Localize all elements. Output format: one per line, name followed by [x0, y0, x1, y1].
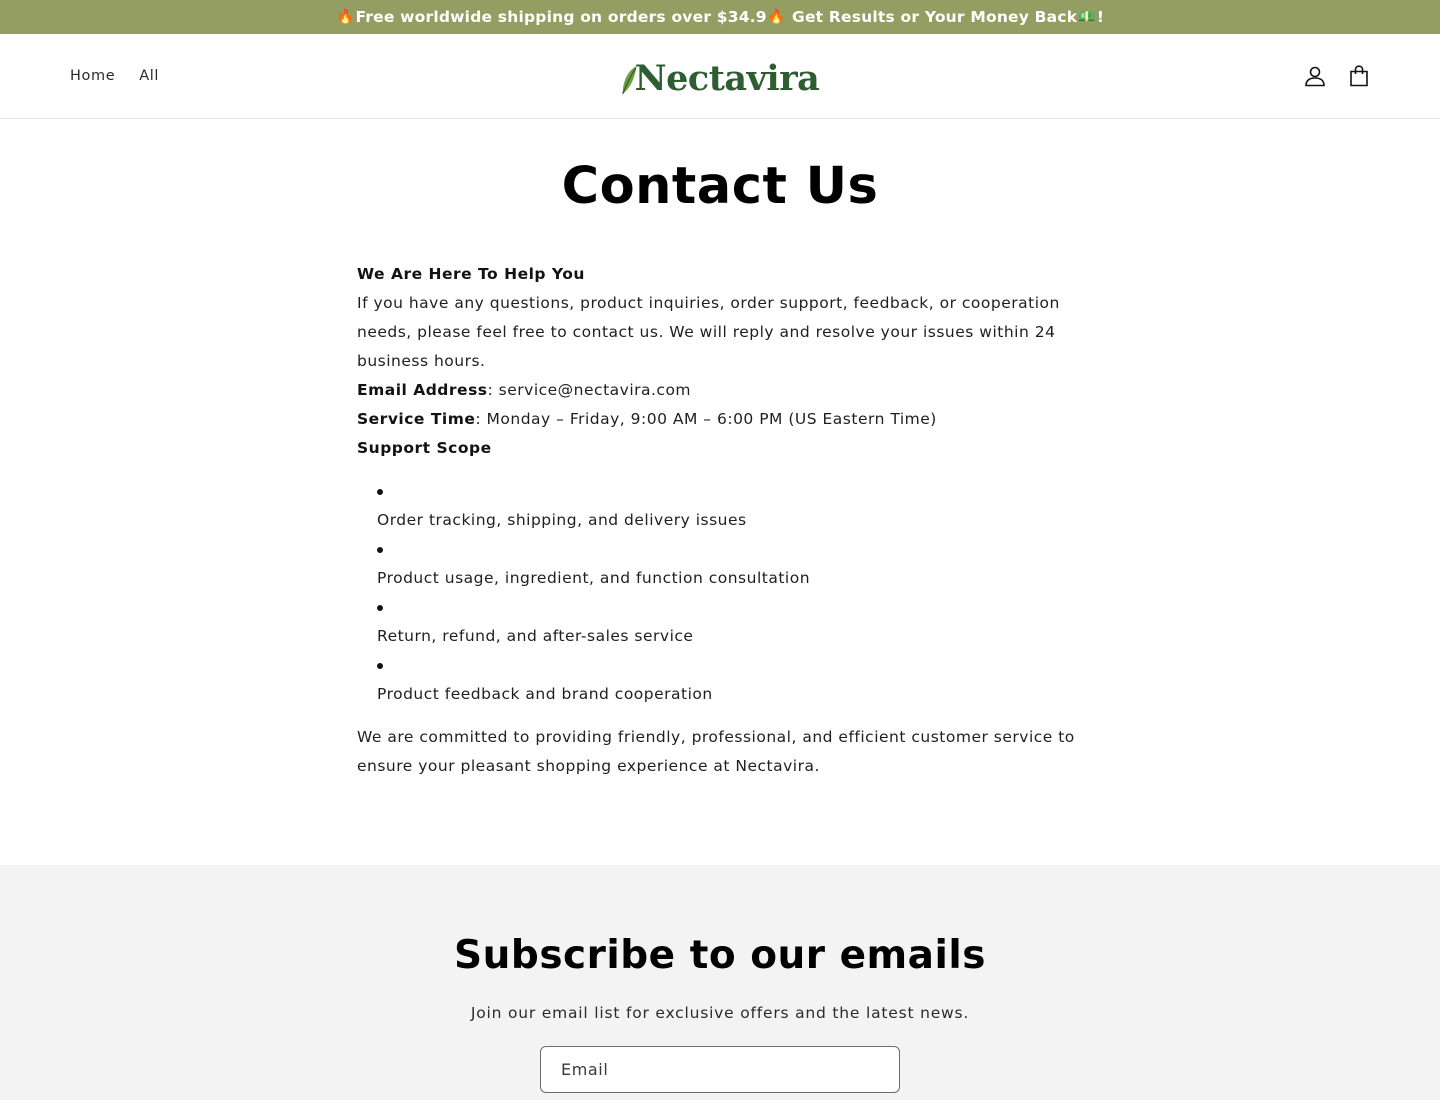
fire-icon: 🔥 — [336, 9, 355, 25]
site-header — [0, 34, 1440, 119]
intro-heading: We Are Here To Help You — [357, 265, 585, 283]
nav-all-link[interactable]: All — [139, 68, 160, 84]
support-scope-list — [377, 477, 1083, 709]
support-scope-heading: Support Scope — [357, 439, 492, 457]
list-item-text: Return, refund, and after-sales service — [377, 627, 694, 645]
newsletter-title: Subscribe to our emails — [454, 933, 986, 978]
announcement-text-1: Free worldwide shipping on orders over $34.9 — [355, 8, 767, 26]
header-icons — [1304, 65, 1370, 87]
service-time-label: Service Time — [357, 410, 476, 428]
announcement-bar — [0, 0, 1440, 34]
list-item-text: Product feedback and brand cooperation — [377, 685, 713, 703]
intro-text: If you have any questions, product inquiries, order support, feedback, or cooperation needs, please feel free to contact us. We will reply and resolve your issues within 24 business hours. — [357, 294, 1060, 370]
email-line — [357, 376, 1083, 405]
service-time-line — [357, 405, 1083, 434]
service-time-value: : Monday – Friday, 9:00 AM – 6:00 PM (US Eastern Time) — [475, 410, 937, 428]
page-title: Contact Us — [561, 157, 879, 216]
bullet-icon — [377, 651, 1083, 680]
newsletter-subtitle: Join our email list for exclusive offers and the latest news. — [470, 1004, 970, 1022]
money-icon: 💵 — [1078, 9, 1096, 25]
site-logo[interactable] — [621, 56, 820, 99]
bullet-icon — [377, 477, 1083, 506]
bullet-icon — [377, 593, 1083, 622]
list-item-text: Order tracking, shipping, and delivery issues — [377, 511, 747, 529]
account-icon[interactable] — [1304, 65, 1326, 87]
list-item-text: Product usage, ingredient, and function consultation — [377, 569, 811, 587]
contact-content — [357, 260, 1083, 781]
main-nav — [70, 68, 159, 84]
list-item — [377, 651, 1083, 709]
contact-page — [357, 119, 1083, 781]
fire-icon: 🔥 — [767, 9, 786, 25]
logo-text: Nectavira — [634, 58, 820, 99]
list-item — [377, 477, 1083, 535]
nav-home-link[interactable]: Home — [70, 68, 116, 84]
announcement-text-2: Get Results or Your Money Back — [786, 8, 1078, 26]
bullet-icon — [377, 535, 1083, 564]
email-value[interactable]: : service@nectavira.com — [487, 381, 692, 399]
list-item — [377, 593, 1083, 651]
email-input-wrapper — [540, 1046, 900, 1093]
newsletter-section — [0, 865, 1440, 1100]
newsletter-email-input[interactable] — [561, 1060, 879, 1079]
cart-icon[interactable] — [1348, 65, 1370, 87]
list-item — [377, 535, 1083, 593]
announcement-text-end: ! — [1096, 8, 1105, 26]
email-label: Email Address — [357, 381, 488, 399]
closing-text: We are committed to providing friendly, professional, and efficient customer service to ensure your pleasant shopping experience at Nectavira. — [357, 728, 1075, 775]
